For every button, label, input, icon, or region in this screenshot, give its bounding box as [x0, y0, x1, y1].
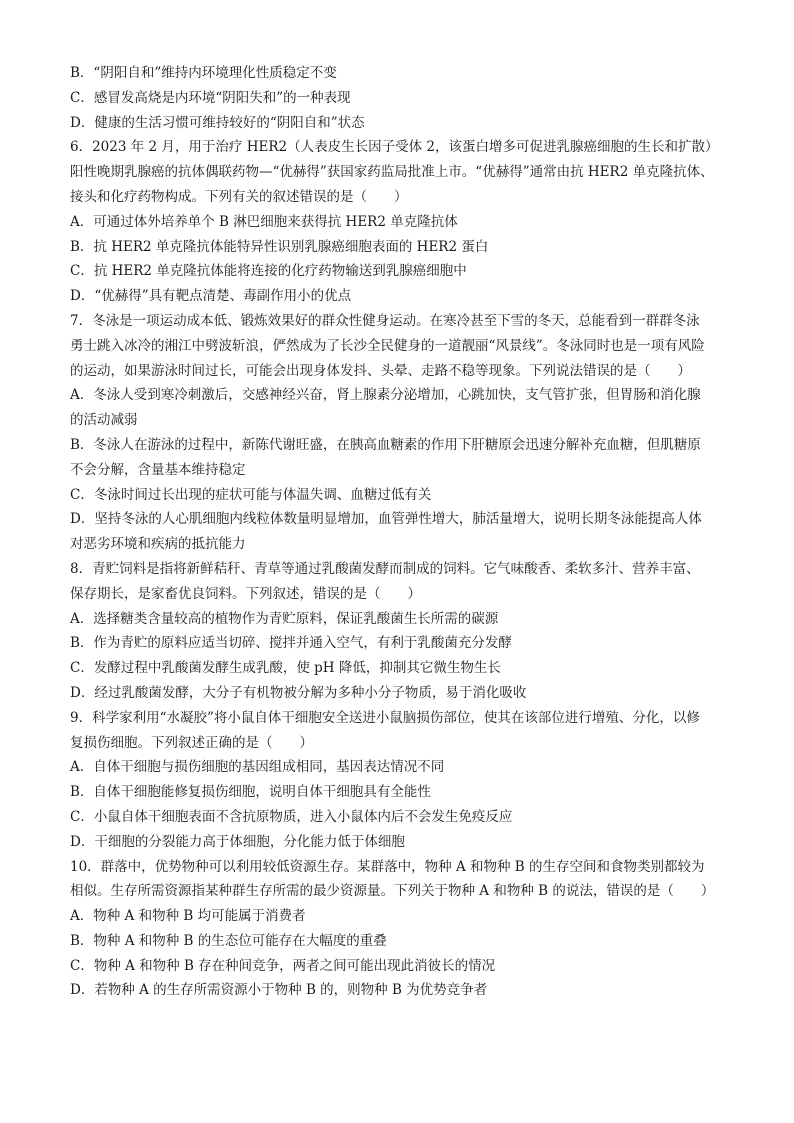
- text-line: C．感冒发高烧是内环境“阴阳失和”的一种表现: [70, 89, 351, 106]
- text-line: C．发酵过程中乳酸菌发酵生成乳酸，使 pH 降低，抑制其它微生物生长: [70, 660, 501, 677]
- text-line: C．抗 HER2 单克隆抗体能将连接的化疗药物输送到乳腺癌细胞中: [70, 263, 467, 280]
- text-line: D．坚持冬泳的人心肌细胞内线粒体数量明显增加，血管弹性增大，肺活量增大，说明长期冬泳能提高人体: [70, 511, 702, 528]
- text-line: 10．群落中，优势物种可以利用较低资源生存。某群落中，物种 A 和物种 B 的生存空间和食物类别都较为: [70, 858, 705, 875]
- text-line: B．自体干细胞能修复损伤细胞，说明自体干细胞具有全能性: [70, 784, 431, 801]
- text-line: A．冬泳人受到寒冷刺激后，交感神经兴奋，肾上腺素分泌增加，心跳加快，支气管扩张，但胃肠和消化腺: [70, 387, 701, 404]
- text-line: 不会分解，含量基本维持稳定: [70, 461, 246, 478]
- text-line: 7．冬泳是一项运动成本低、锻炼效果好的群众性健身运动。在寒冷甚至下雪的冬天，总能看到一群群冬泳: [70, 312, 700, 329]
- text-line: 8．青贮饲料是指将新鲜秸秆、青草等通过乳酸菌发酵而制成的饲料。它气味酸香、柔软多汁、营养丰富、: [70, 560, 700, 577]
- text-line: C．物种 A 和物种 B 存在种间竞争，两者之间可能出现此消彼长的情况: [70, 957, 496, 974]
- text-line: A．选择糖类含量较高的植物作为青贮原料，保证乳酸菌生长所需的碳源: [70, 610, 499, 627]
- text-line: 勇士跳入冰冷的湘江中劈波斩浪，俨然成为了长沙全民健身的一道靓丽“风景线”。冬泳同时也是一项有风险: [70, 337, 705, 354]
- text-line: 复损伤细胞。下列叙述正确的是（ ）: [70, 734, 313, 751]
- text-line: B．作为青贮的原料应适当切碎、搅拌并通入空气，有利于乳酸菌充分发酵: [70, 635, 512, 652]
- text-line: 相似。生存所需资源指某种群生存所需的最少资源量。下列关于物种 A 和物种 B 的说法，错误的是（ ）: [70, 883, 715, 900]
- text-line: 的活动减弱: [70, 412, 138, 429]
- text-line: B．物种 A 和物种 B 的生态位可能存在大幅度的重叠: [70, 932, 387, 949]
- text-line: B．抗 HER2 单克隆抗体能特异性识别乳腺癌细胞表面的 HER2 蛋白: [70, 238, 489, 255]
- text-line: 接头和化疗药物构成。下列有关的叙述错误的是（ ）: [70, 188, 408, 205]
- text-line: 6．2023 年 2 月，用于治疗 HER2（人表皮生长因子受体 2，该蛋白增多可促进乳腺癌细胞的生长和扩散）: [70, 139, 719, 156]
- text-line: 对恶劣环境和疾病的抵抗能力: [70, 536, 246, 553]
- text-line: 阳性晚期乳腺癌的抗体偶联药物—“优赫得”获国家药监局批准上市。“优赫得”通常由抗 HER2 单克隆抗体、: [70, 164, 714, 181]
- text-line: D．干细胞的分裂能力高于体细胞，分化能力低于体细胞: [70, 833, 405, 850]
- text-line: D．经过乳酸菌发酵，大分子有机物被分解为多种小分子物质，易于消化吸收: [70, 684, 527, 701]
- text-line: B．“阴阳自和”维持内环境理化性质稳定不变: [70, 65, 337, 81]
- text-line: D．健康的生活习惯可维持较好的“阴阳自和”状态: [70, 114, 365, 131]
- text-line: A．物种 A 和物种 B 均可能属于消费者: [70, 908, 306, 925]
- text-line: A．可通过体外培养单个 B 淋巴细胞来获得抗 HER2 单克隆抗体: [70, 213, 458, 230]
- text-line: 保存期长，是家畜优良饲料。下列叙述，错误的是（ ）: [70, 585, 421, 602]
- text-line: C．冬泳时间过长出现的症状可能与体温失调、血糖过低有关: [70, 486, 432, 503]
- text-line: B．冬泳人在游泳的过程中，新陈代谢旺盛，在胰高血糖素的作用下肝糖原会迅速分解补充血糖，但肌糖原: [70, 436, 701, 453]
- text-line: D．“优赫得”具有靶点清楚、毒副作用小的优点: [70, 288, 352, 305]
- text-line: 的运动，如果游泳时间过长，可能会出现身体发抖、头晕、走路不稳等现象。下列说法错误的是（ ）: [70, 362, 691, 379]
- text-line: C．小鼠自体干细胞表面不含抗原物质，进入小鼠体内后不会发生免疫反应: [70, 808, 513, 825]
- text-line: D．若物种 A 的生存所需资源小于物种 B 的，则物种 B 为优势竞争者: [70, 982, 488, 999]
- question-text-block: [70, 61, 730, 1003]
- text-line: 9．科学家利用“水凝胶”将小鼠自体干细胞安全送进小鼠脑损伤部位，使其在该部位进行增殖、分化，以修: [70, 709, 700, 726]
- text-line: A．自体干细胞与损伤细胞的基因组成相同，基因表达情况不同: [70, 759, 445, 776]
